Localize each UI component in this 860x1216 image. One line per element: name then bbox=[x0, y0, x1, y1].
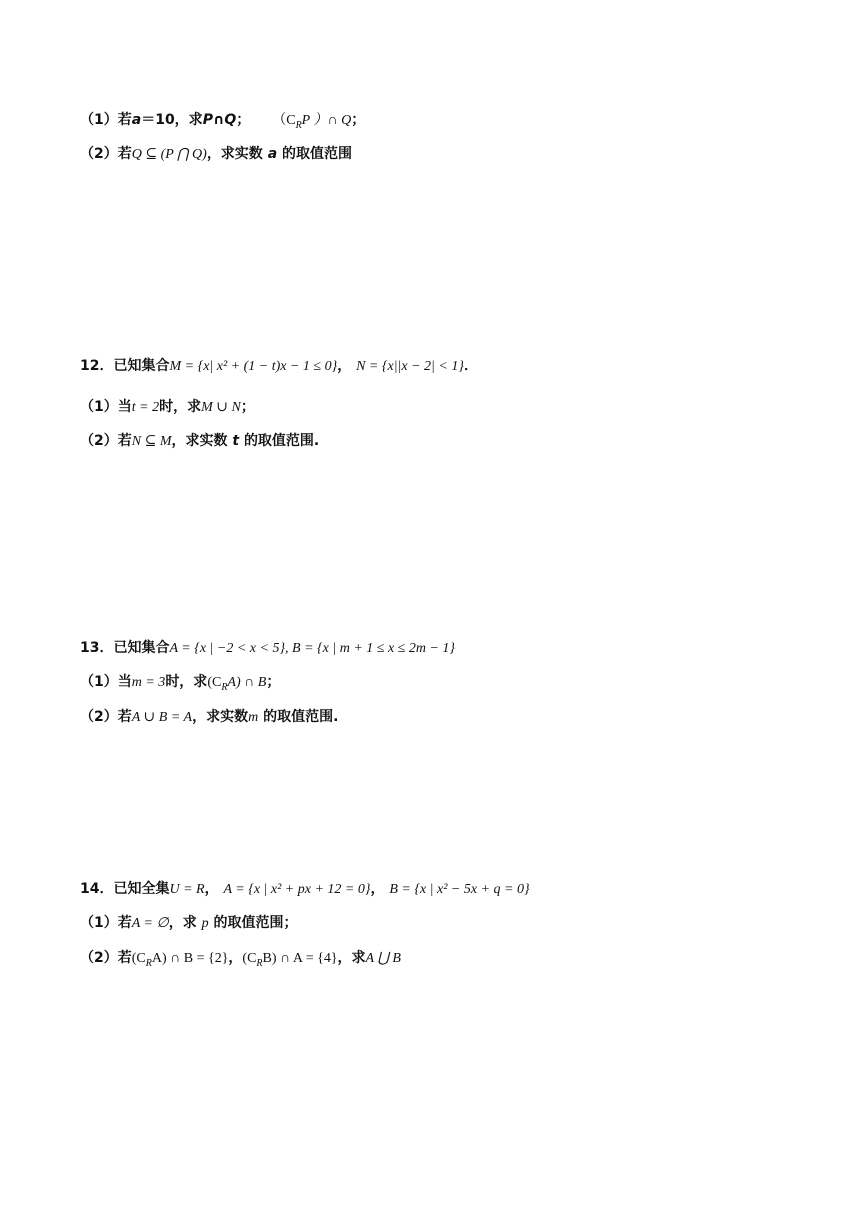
q14-stem: 14．已知全集U = R， A = {x | x² + px + 12 = 0}， B = {x | x² − 5x + q = 0} bbox=[80, 881, 530, 897]
q11-part1: （1）若a＝10，求P∩Q； （$C_RP$ ）∩ Q； bbox=[80, 112, 366, 131]
q13-part1: （1）当m = 3时，求$(C_RA)$ ∩ B； bbox=[80, 674, 281, 693]
q13-part2: （2）若A ∪ B = A，求实数m 的取值范围. bbox=[80, 709, 339, 725]
q12-part1: （1）当t = 2时，求M ∪ N； bbox=[80, 399, 255, 415]
q11-part2: （2）若Q ⊆ (P ⋂ Q)，求实数 a 的取值范围 bbox=[80, 146, 353, 162]
q12-stem: 12．已知集合M = {x| x² + (1 − t)x − 1 ≤ 0}， N = {x||x − 2| < 1}． bbox=[80, 358, 478, 374]
q12-part2: （2）若N ⊆ M，求实数 t 的取值范围. bbox=[80, 433, 320, 449]
q14-part1: （1）若A = ∅，求 p 的取值范围； bbox=[80, 915, 298, 931]
q14-part2: （2）若$(C_RA)$ ∩ B = {2}，$(C_RB)$ ∩ A = {4}，求A ⋃ B bbox=[80, 950, 401, 969]
q13-stem: 13．已知集合A = {x | −2 < x < 5}, B = {x | m + 1 ≤ x ≤ 2m − 1} bbox=[80, 640, 456, 656]
